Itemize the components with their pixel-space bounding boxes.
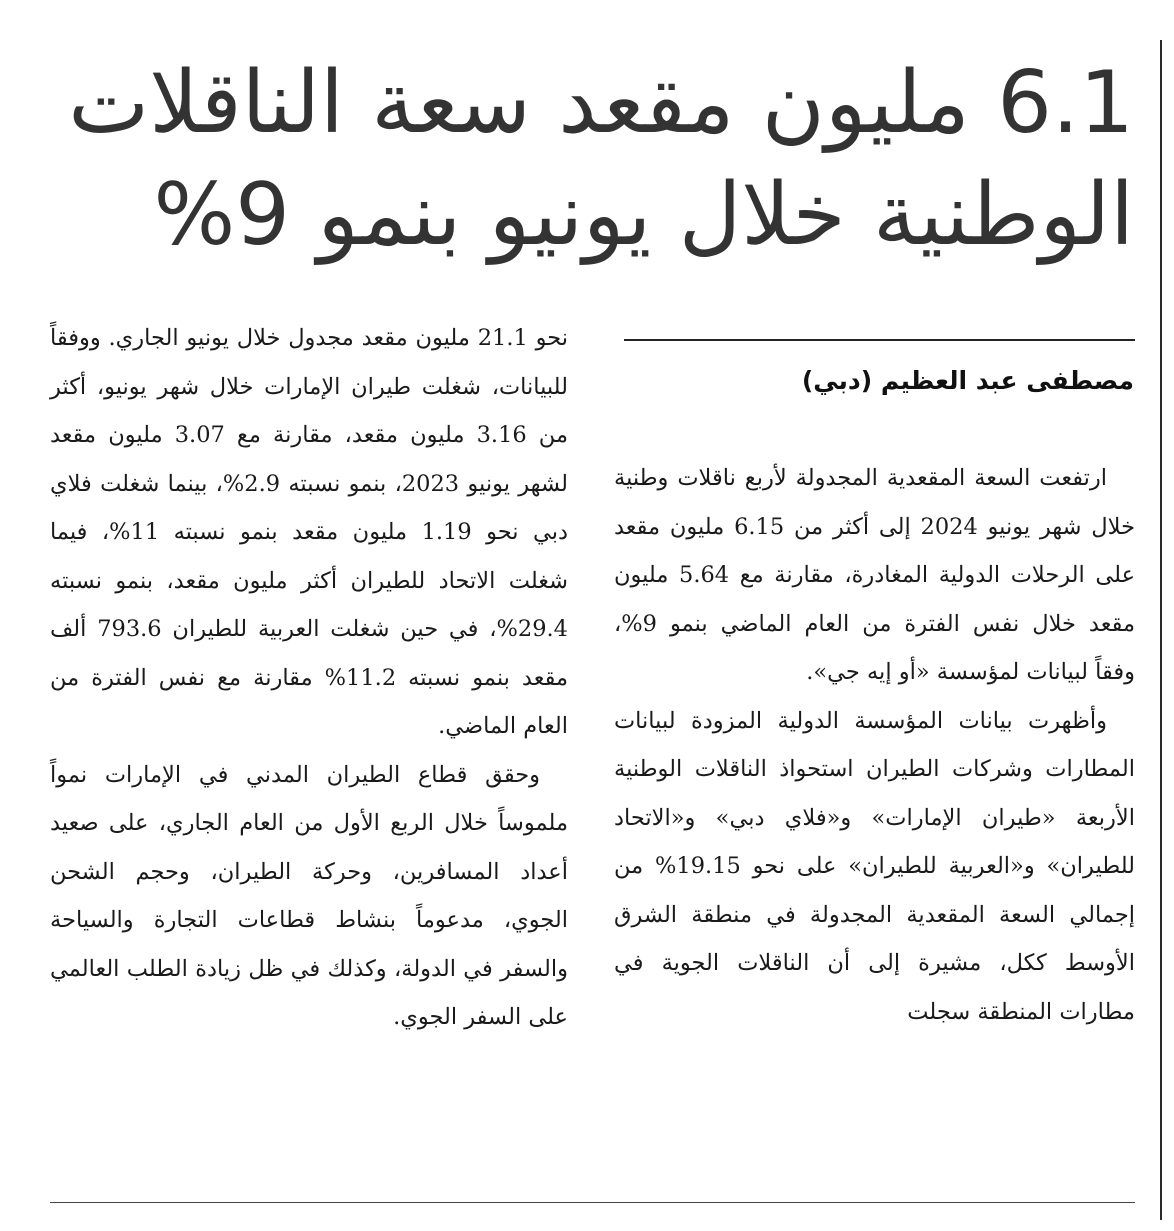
page-edge-rule <box>1160 40 1162 1220</box>
headline-line-2: الوطنية خلال يونيو بنمو 9% <box>153 165 1134 265</box>
headline-line-1: 6.1 مليون مقعد سعة الناقلات <box>68 53 1134 153</box>
article-column-left <box>50 314 568 1042</box>
paragraph: ارتفعت السعة المقعدية المجدولة لأربع ناقلات وطنية خلال شهر يونيو 2024 إلى أكثر من 6.15 مليون مقعد على الرحلات الدولية المغادرة، مقارنة مع 5.64 مليون مقعد خلال نفس الفترة من العام الماضي بنمو 9%، وفقاً لبيانات لمؤسسة «أو إيه جي». <box>614 465 1135 685</box>
paragraph: نحو 21.1 مليون مقعد مجدول خلال يونيو الجاري. ووفقاً للبيانات، شغلت طيران الإمارات خلال شهر يونيو، أكثر من 3.16 مليون مقعد، مقارنة مع 3.07 مليون مقعد لشهر يونيو 2023، بنمو نسبته 2.9%، بينما شغلت فلاي دبي نحو 1.19 مليون مقعد بنمو نسبته 11%، فيما شغلت الاتحاد للطيران أكثر مليون مقعد، بنمو نسبته 29.4%، في حين شغلت العربية للطيران 793.6 ألف مقعد بنمو نسبته 11.2% مقارنة مع نفس الفترة من العام الماضي. <box>50 325 569 739</box>
article-column-right <box>614 454 1135 1036</box>
bottom-divider <box>50 1202 1135 1203</box>
paragraph: وحقق قطاع الطيران المدني في الإمارات نمواً ملموساً خلال الربع الأول من العام الجاري، على صعيد أعداد المسافرين، وحركة الطيران، وحجم الشحن الجوي، مدعوماً بنشاط قطاعات التجارة والسياحة والسفر في الدولة، وكذلك في ظل زيادة الطلب العالمي على السفر الجوي. <box>50 761 568 1030</box>
author-byline: مصطفى عبد العظيم (دبي) <box>801 366 1134 395</box>
byline-divider <box>624 339 1135 341</box>
paragraph: وأظهرت بيانات المؤسسة الدولية المزودة لبيانات المطارات وشركات الطيران استحواذ الناقلات الوطنية الأربعة «طيران الإمارات» و«فلاي دبي» و«الاتحاد للطيران» و«العربية للطيران» على نحو 19.15% من إجمالي السعة المقعدية المجدولة في منطقة الشرق الأوسط ككل، مشيرة إلى أن الناقلات الجوية في مطارات المنطقة سجلت <box>614 707 1135 1025</box>
